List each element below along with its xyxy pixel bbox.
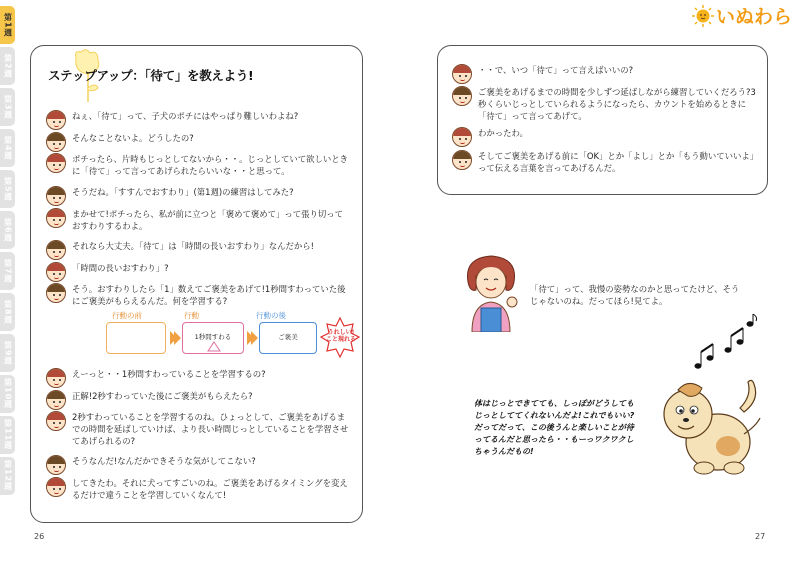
- dad-avatar-icon: [46, 283, 66, 303]
- triangle-icon: [207, 341, 221, 352]
- dialog-line: [46, 477, 351, 501]
- dialog-text: ねぇ、「待て」って、子犬のポチにはやっぱり難しいわよね?: [72, 111, 299, 121]
- tab-week-3[interactable]: 第3週: [0, 88, 15, 126]
- sun-dog-icon: [692, 5, 714, 27]
- dog-illustration: [648, 372, 766, 477]
- dialog-line: [452, 64, 757, 84]
- dialog-text: 正解!2秒すわっていた後にご褒美がもらえたら?: [72, 391, 253, 401]
- dialog-line: [46, 283, 351, 307]
- dialog-line: [46, 411, 351, 447]
- arrow-icon: [174, 331, 181, 345]
- mom-avatar-icon: [46, 477, 66, 497]
- mom-avatar-icon: [46, 110, 66, 130]
- diagram-label-after: 行動の後: [256, 311, 286, 320]
- dialog-line: [46, 240, 351, 260]
- dad-avatar-icon: [452, 150, 472, 170]
- dialog-line: [46, 186, 351, 206]
- brand-logo: [692, 2, 792, 29]
- tab-week-10[interactable]: 第10週: [0, 375, 15, 413]
- dialog-text: してきたわ。それに犬ってすごいのね。ご褒美をあげるタイミングを変えるだけで違うことを学習していくなんて!: [72, 478, 348, 500]
- behavior-diagram: [104, 310, 364, 362]
- tab-week-7[interactable]: 第7週: [0, 252, 15, 290]
- mom-avatar-icon: [46, 368, 66, 388]
- dialog-line: [46, 262, 351, 282]
- dialog-text: まかせて!ポチったら、私が前に立つと「褒めて褒めて」って張り切っておすわりするわよ。: [72, 209, 344, 231]
- mom-speech: 「待て」って、我慢の姿勢なのかと思ってたけど、そうじゃないのね。だってほら!見てよ。: [530, 284, 740, 306]
- dad-avatar-icon: [46, 455, 66, 475]
- diagram-label-action: 行動: [184, 311, 199, 320]
- tab-week-11[interactable]: 第11週: [0, 416, 15, 454]
- dialog-text: そうだね。「すすんでおすわり」(第1週)の練習はしてみた?: [72, 187, 294, 197]
- tab-week-9[interactable]: 第9週: [0, 334, 15, 372]
- tab-week-2[interactable]: 第2週: [0, 47, 15, 85]
- tab-week-4[interactable]: 第4週: [0, 129, 15, 167]
- week-tabs: [0, 6, 15, 498]
- dad-avatar-icon: [46, 186, 66, 206]
- diagram-after-text: ご褒美: [278, 333, 298, 341]
- diagram-box-action: [182, 322, 244, 354]
- dialog-line: [46, 153, 351, 177]
- tab-week-5[interactable]: 第5週: [0, 170, 15, 208]
- badge-text: うれしい!こと現れる: [326, 329, 357, 343]
- dialog-line: [452, 150, 757, 174]
- dialog-line: [46, 390, 351, 410]
- dialog-text: 2秒すわっていることを学習するのね。ひょっとして、ご褒美をあげるまでの時間を延ばしていけば、より長い時間じっとしていることを学習させてあげられるの?: [72, 412, 349, 446]
- tab-week-1[interactable]: 第1週: [0, 6, 15, 44]
- dialog-text: それなら大丈夫。「待て」は「時間の長いおすわり」なんだから!: [72, 241, 315, 251]
- dialog-text: えーっと・・1秒間すわっていることを学習するの?: [72, 369, 266, 379]
- diagram-action-text: 1秒間すわる: [194, 333, 232, 341]
- mom-avatar-icon: [46, 208, 66, 228]
- tab-week-12[interactable]: 第12週: [0, 457, 15, 495]
- mom-avatar-icon: [452, 64, 472, 84]
- dad-avatar-icon: [46, 132, 66, 152]
- page-title: ステップアップ：「待て」を教えよう!: [48, 68, 254, 83]
- dialog-line: [46, 455, 351, 475]
- mom-avatar-icon: [452, 127, 472, 147]
- dialog-text: そう。おすわりしたら「1」数えてご褒美をあげて!1秒間すわっていた後にご褒美がもらえるんだ。何を学習する?: [72, 284, 346, 306]
- diagram-box-before: [106, 322, 166, 354]
- arrow-icon: [251, 331, 258, 345]
- mom-avatar-icon: [46, 262, 66, 282]
- dialog-text: ご褒美をあげるまでの時間を少しずつ延ばしながら練習していくだろう?3秒くらいじっとしていられるようになったら、カウントを始めるときに「待て」って言ってあげて。: [478, 87, 756, 121]
- diagram-label-before: 行動の前: [112, 311, 142, 320]
- tab-week-6[interactable]: 第6週: [0, 211, 15, 249]
- dialog-text: ・・で、いつ「待て」って言えばいいの?: [478, 65, 634, 75]
- dialog-line: [46, 368, 351, 388]
- tab-week-8[interactable]: 第8週: [0, 293, 15, 331]
- dialog-line: [46, 208, 351, 232]
- dialog-text: そんなことないよ。どうしたの?: [72, 133, 194, 143]
- happy-badge: [320, 316, 360, 358]
- logo-text: いぬわら: [715, 6, 792, 28]
- dialog-line: [46, 110, 351, 130]
- dialog-text: 「時間の長いおすわり」?: [72, 263, 169, 273]
- mom-illustration: [460, 252, 522, 332]
- dialog-text: そしてご褒美をあげる前に「OK」とか「よし」とか「もう動いていいよ」って伝える言葉を言ってあげるんだ。: [478, 151, 754, 173]
- dad-avatar-icon: [452, 86, 472, 106]
- music-notes-icon: [690, 312, 760, 372]
- dialog-line: [452, 86, 757, 122]
- mom-avatar-icon: [46, 411, 66, 431]
- dialog-line: [452, 127, 757, 147]
- dad-avatar-icon: [46, 390, 66, 410]
- dialog-text: ポチったら、片時もじっとしてないから・・。じっとしていて欲しいときに「待て」って言ってあげられたらいいな・・と思って。: [72, 154, 349, 176]
- dog-speech: 体はじっとできてても、しっぽがどうしてもじっとしててくれないんだよ!これでもいい?だってだって、この後うんと楽しいことが待ってるんだと思ったら・・もーっワクワクしちゃうんだもの!: [474, 399, 635, 456]
- mom-avatar-icon: [46, 153, 66, 173]
- dialog-line: [46, 132, 351, 152]
- diagram-box-after: [259, 322, 317, 354]
- dad-avatar-icon: [46, 240, 66, 260]
- dialog-text: わかったわ。: [478, 128, 528, 138]
- dialog-text: そうなんだ!なんだかできそうな気がしてこない?: [72, 456, 256, 466]
- page-number-right: 27: [755, 532, 766, 541]
- page-number-left: 26: [34, 532, 45, 541]
